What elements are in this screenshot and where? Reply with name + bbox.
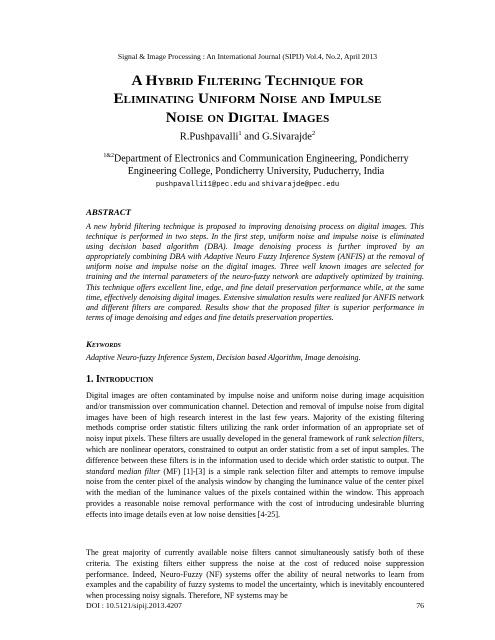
author-2-affil-mark: 2 — [311, 130, 316, 137]
author-2: G.Sivarajde — [262, 131, 312, 143]
doi-label: DOI : 10.5121/sipij.2013.4207 — [86, 601, 182, 610]
section-number: 1. — [86, 374, 96, 385]
intro-paragraph-2: The great majority of currently available noise filters cannot simultaneously satisfy both of these criteria. The existing filters either suppress the noise at the cost of reduced noise suppression performance. Indeed, Neuro-Fuzzy (NF) systems offer the ability of neural networks to learn from examples and the capability of fuzzy systems to model the uncertainty, which is inevitably encountered when processing noisy signals. Therefore, NF systems may be — [86, 548, 424, 601]
author-list — [0, 130, 495, 143]
abstract-text: A new hybrid filtering technique is proposed to improving denoising process on digital images. This technique is performed in two steps. In the first step, uniform noise and impulse noise is eliminated using decision based algorithm (DBA). Image denoising process is further improved by an appropriately combining DBA with Adaptive Neuro Fuzzy Inference System (ANFIS) at the removal of uniform noise and impulse noise on the digital images. Three well known images are selected for training and the internal parameters of the neuro-fuzzy network are adaptively optimized by training. This technique offers excellent line, edge, and fine detail preservation performance while, at the same time, effectively denoising digital images. Extensive simulation results were realized for ANFIS network and different filters are compared. Results show that the proposed filter is superior performance in terms of image denoising and edges and fine details preservation properties. — [86, 222, 424, 322]
section-heading-introduction — [86, 374, 153, 385]
keywords-heading: Keywords — [86, 339, 121, 349]
affiliation-line-2: Engineering College, Pondicherry University, Puducherry, India — [127, 165, 385, 177]
title-line-3: Noise on Digital Images — [165, 108, 330, 126]
journal-header: Signal & Image Processing : An International Journal (SIPIJ) Vol.4, No.2, April 2013 — [117, 52, 378, 61]
intro-p1-emphasis-1: rank selection filters — [355, 434, 422, 444]
email-line — [0, 179, 495, 189]
intro-p1-text-c: (MF) [1]-[3] is a simple rank selection filter and attempts to remove impulse noise from the center pixel of the analysis window by changing the luminance value of the center pixel with the median of the luminance values of the pixels contained within the window. This approach provides a reasonable noise removal performance with the cost of introducing undesirable blurring effects into image details even at low noise densities [4-25]. — [86, 466, 425, 519]
intro-paragraph-1 — [86, 391, 424, 521]
page-number: 76 — [416, 601, 424, 610]
intro-p1-text-b: , which are nonlinear operators, constrained to output an order statistic from a set of input samples. The difference between these filters is in the information used to decide which order statistic to output. The — [86, 434, 424, 465]
affiliation-mark: 1&2 — [103, 153, 115, 159]
section-title: Introduction — [96, 374, 154, 385]
affiliation — [86, 150, 426, 178]
title-line-2: Eliminating Uniform Noise and Impulse — [113, 90, 382, 108]
paper-title — [0, 72, 495, 127]
title-line-1: A Hybrid Filtering Technique for — [131, 72, 364, 89]
author-joiner: and — [241, 131, 263, 143]
author-1: R.Pushpavalli — [179, 131, 239, 143]
email-joiner: and — [246, 179, 262, 188]
keywords-text: Adaptive Neuro-fuzzy Inference System, Decision based Algorithm, Image denoising. — [86, 353, 361, 362]
email-2: shivarajde@pec.edu — [261, 181, 340, 189]
intro-p1-text-a: Digital images are often contaminated by impulse noise and uniform noise during image acquisition and/or transmission over communication channel. Detection and removal of impulse noise from digital images have been of high research interest in the last few years. Majority of the existing filtering methods comprise order statistic filters utilizing the rank order information of an appropriate set of noisy input pixels. These filters are usually developed in the general framework of — [86, 391, 424, 444]
affiliation-line-1: Department of Electronics and Communication Engineering, Pondicherry — [114, 153, 409, 165]
email-1: pushpavalli11@pec.edu — [155, 181, 247, 189]
author-1-affil-mark: 1 — [238, 130, 242, 137]
intro-p1-emphasis-2: standard median filter — [86, 466, 161, 476]
abstract-heading: ABSTRACT — [86, 207, 131, 217]
